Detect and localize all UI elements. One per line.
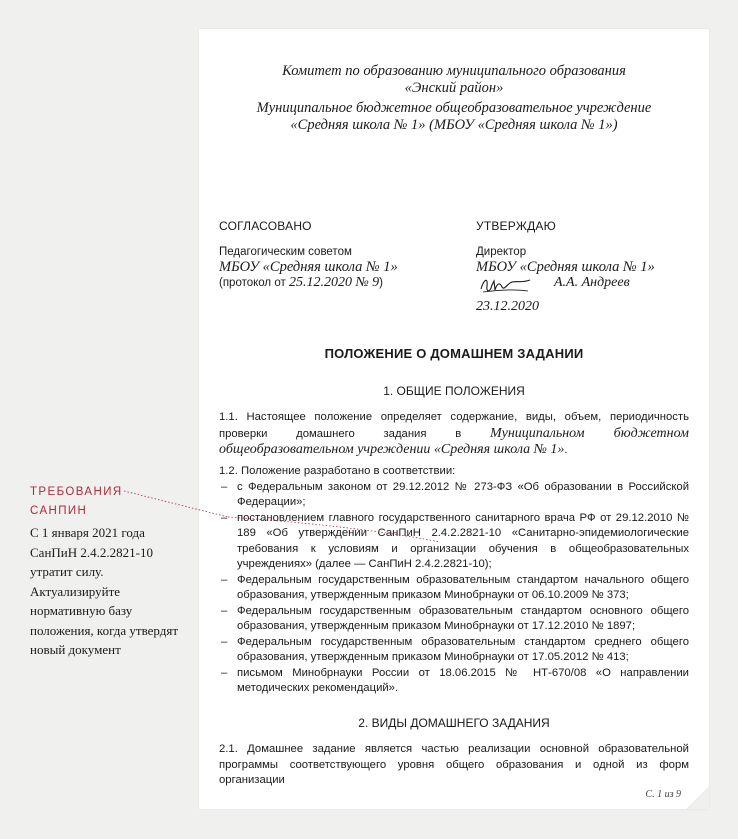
paragraph-1-2 bbox=[219, 464, 689, 697]
paragraph-1-1 bbox=[219, 410, 689, 459]
page-number: С. 1 из 9 bbox=[645, 789, 681, 800]
committee-line2: «Энский район» bbox=[404, 80, 504, 96]
agreed-school: МБОУ «Средняя школа № 1» bbox=[219, 259, 398, 275]
legal-basis-list bbox=[219, 480, 689, 697]
list-item: – Федеральным государственным образовательным стандартом основного общего образования, утвержденным приказом Минобрнауки от 17.12.2010 № 1897; bbox=[219, 604, 689, 635]
director-name: А.А. Андреев bbox=[554, 275, 630, 290]
signature-row bbox=[476, 275, 706, 293]
school-line2: «Средняя школа № 1» (МБОУ «Средняя школа № 1») bbox=[290, 117, 618, 133]
committee-line1: Комитет по образованию муниципального образования bbox=[282, 63, 626, 79]
list-item: – постановлением главного государственного санитарного врача РФ от 29.12.2010 № 189 «Об утверждении СанПиН 2.4.2.2821-10 «Санитарно-эпидемиологические требования к условиям и организации обучения в общеобразовательных учреждениях» (далее — СанПиН 2.4.2.2821-10); bbox=[219, 511, 689, 573]
approved-block bbox=[476, 219, 706, 315]
p1-2-intro: 1.2. Положение разработано в соответствии: bbox=[219, 465, 456, 477]
agreed-block bbox=[219, 219, 449, 291]
agreed-by: Педагогическим советом bbox=[219, 246, 352, 258]
approval-date: 23.12.2020 bbox=[476, 299, 539, 314]
list-item: – письмом Минобрнауки России от 18.06.2015 № НТ-670/08 «О направлении методических рекомендаций». bbox=[219, 666, 689, 697]
list-item: – с Федеральным законом от 29.12.2012 № 273-ФЗ «Об образовании в Российской Федерации»; bbox=[219, 480, 689, 511]
approved-school: МБОУ «Средняя школа № 1» bbox=[476, 259, 655, 275]
school-name bbox=[199, 100, 709, 134]
side-note-text: С 1 января 2021 года СанПиН 2.4.2.2821-10 утратит силу. Актуализируйте нормативную базу положения, когда утвердят новый документ bbox=[30, 525, 179, 657]
list-item: – Федеральным государственным образовательным стандартом среднего общего образования, утвержденным приказом Минобрнауки от 17.05.2012 № 413; bbox=[219, 635, 689, 666]
side-note-title-line2: САНПИН bbox=[30, 505, 88, 517]
protocol-value: 25.12.2020 № 9 bbox=[288, 275, 380, 290]
section1-heading: 1. ОБЩИЕ ПОЛОЖЕНИЯ bbox=[383, 384, 525, 398]
school-line1: Муниципальное бюджетное общеобразовательное учреждение bbox=[256, 100, 652, 116]
paragraph-2-1: 2.1. Домашнее задание является частью реализации основной образовательной программы соответствующего уровня общего образования и одной из форм организации bbox=[219, 743, 689, 786]
side-note-title-line1: ТРЕБОВАНИЯ bbox=[30, 486, 123, 498]
section2-heading: 2. ВИДЫ ДОМАШНЕГО ЗАДАНИЯ bbox=[358, 716, 550, 730]
side-note-title bbox=[30, 483, 180, 521]
p1-1-start: 1.1. Настоящее положение определяет содержание, виды, объем, периодичность проверки домашнего задания в bbox=[219, 411, 689, 440]
list-item: – Федеральным государственным образовательным стандартом начального общего образования, утвержденным приказом Минобрнауки от 06.10.2009 № 373; bbox=[219, 573, 689, 604]
document-title: ПОЛОЖЕНИЕ О ДОМАШНЕМ ЗАДАНИИ bbox=[324, 346, 584, 361]
approved-position: Директор bbox=[476, 246, 527, 258]
p1-1-end: . bbox=[564, 444, 568, 456]
signature-icon bbox=[478, 273, 538, 297]
side-note bbox=[30, 483, 180, 660]
protocol-prefix: (протокол от bbox=[219, 277, 289, 289]
p1-1-institution: Муниципальном бюджетном общеобразовательном учреждении «Средняя школа № 1» bbox=[219, 425, 689, 457]
agreed-heading: СОГЛАСОВАНО bbox=[219, 219, 312, 233]
page-fold-cut bbox=[687, 787, 709, 809]
agreed-protocol bbox=[219, 275, 449, 291]
approved-heading: УТВЕРЖДАЮ bbox=[476, 219, 556, 233]
document-page bbox=[199, 29, 709, 809]
committee-name bbox=[199, 63, 709, 97]
protocol-suffix: ) bbox=[379, 277, 383, 289]
